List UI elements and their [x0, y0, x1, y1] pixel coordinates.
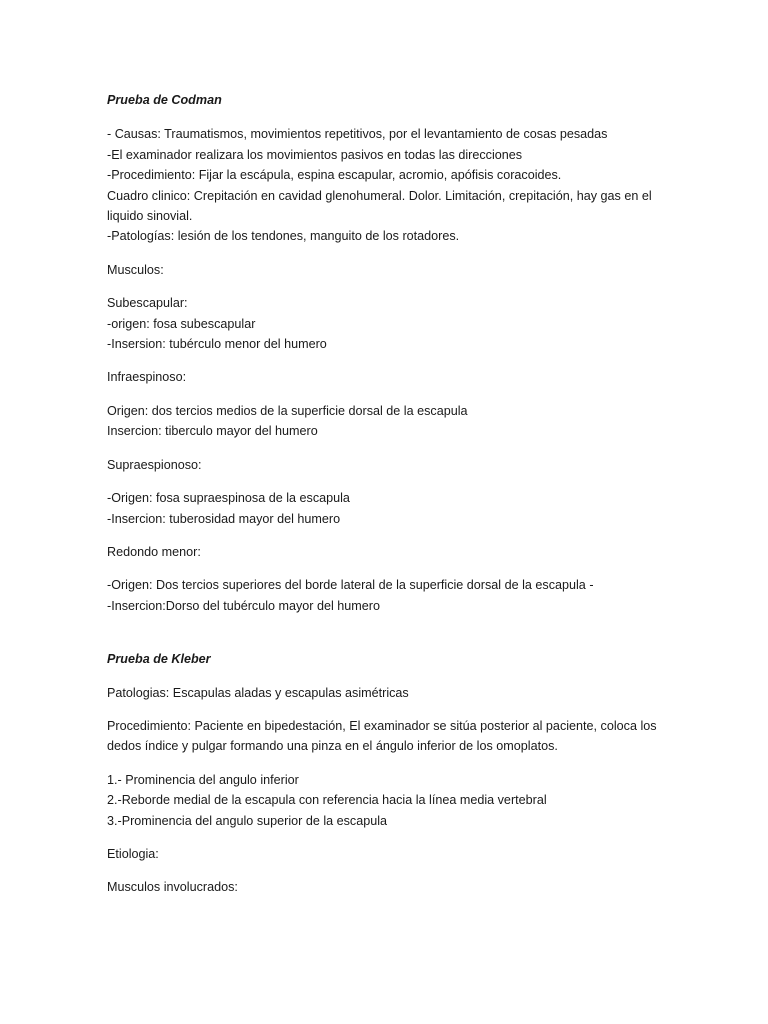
- codman-procedimiento: -Procedimiento: Fijar la escápula, espina escapular, acromio, apófisis coracoides.: [107, 168, 562, 183]
- subescapular-block: [107, 293, 677, 354]
- kleber-item-2: 2.-Reborde medial de la escapula con referencia hacia la línea media vertebral: [107, 793, 547, 808]
- kleber-title: Prueba de Kleber: [107, 652, 211, 667]
- redondo-menor-block: [107, 575, 677, 616]
- supraespinoso-insercion: -Insercion: tuberosidad mayor del humero: [107, 511, 341, 526]
- codman-title: Prueba de Codman: [107, 93, 222, 107]
- infraespinoso-insercion: Insercion: tiberculo mayor del humero: [107, 424, 318, 439]
- codman-patologias: -Patologías: lesión de los tendones, manguito de los rotadores.: [107, 229, 460, 244]
- infraespinoso-block: [107, 401, 677, 442]
- subescapular-name: Subescapular:: [107, 296, 188, 311]
- subescapular-insercion: -Insersion: tubérculo menor del humero: [107, 337, 327, 352]
- infraespinoso-name: Infraespinoso:: [107, 370, 187, 385]
- codman-body: [107, 124, 677, 246]
- supraespinoso-name: Supraespionoso:: [107, 457, 202, 472]
- redondo-menor-origen: -Origen: Dos tercios superiores del borde lateral de la superficie dorsal de la escapula -: [107, 578, 594, 593]
- redondo-menor-name: Redondo menor:: [107, 544, 201, 559]
- kleber-list: [107, 770, 677, 831]
- kleber-item-3: 3.-Prominencia del angulo superior de la escapula: [107, 813, 388, 828]
- subescapular-origen: -origen: fosa subescapular: [107, 316, 256, 331]
- infraespinoso-origen: Origen: dos tercios medios de la superficie dorsal de la escapula: [107, 403, 468, 418]
- codman-causas: - Causas: Traumatismos, movimientos repetitivos, por el levantamiento de cosas pesadas: [107, 127, 608, 142]
- codman-examinador: -El examinador realizara los movimientos pasivos en todas las direcciones: [107, 147, 523, 162]
- musculos-heading: Musculos:: [107, 262, 164, 277]
- kleber-patologias: Patologias: Escapulas aladas y escapulas asimétricas: [107, 685, 409, 700]
- codman-cuadro-clinico: Cuadro clinico: Crepitación en cavidad glenohumeral. Dolor. Limitación, crepitación, hay gas en el liquido sinovial.: [107, 188, 652, 224]
- kleber-item-1: 1.- Prominencia del angulo inferior: [107, 772, 299, 787]
- kleber-procedimiento: Procedimiento: Paciente en bipedestación, El examinador se sitúa posterior al paciente, coloca los dedos índice y pulgar formando una pinza en el ángulo inferior de los omoplatos.: [107, 718, 657, 754]
- redondo-menor-insercion: -Insercion:Dorso del tubérculo mayor del humero: [107, 598, 380, 613]
- document-page: [107, 90, 677, 898]
- supraespinoso-origen: -Origen: fosa supraespinosa de la escapula: [107, 491, 350, 506]
- kleber-etiologia: Etiologia:: [107, 846, 159, 861]
- kleber-musculos: Musculos involucrados:: [107, 880, 238, 895]
- supraespinoso-block: [107, 488, 677, 529]
